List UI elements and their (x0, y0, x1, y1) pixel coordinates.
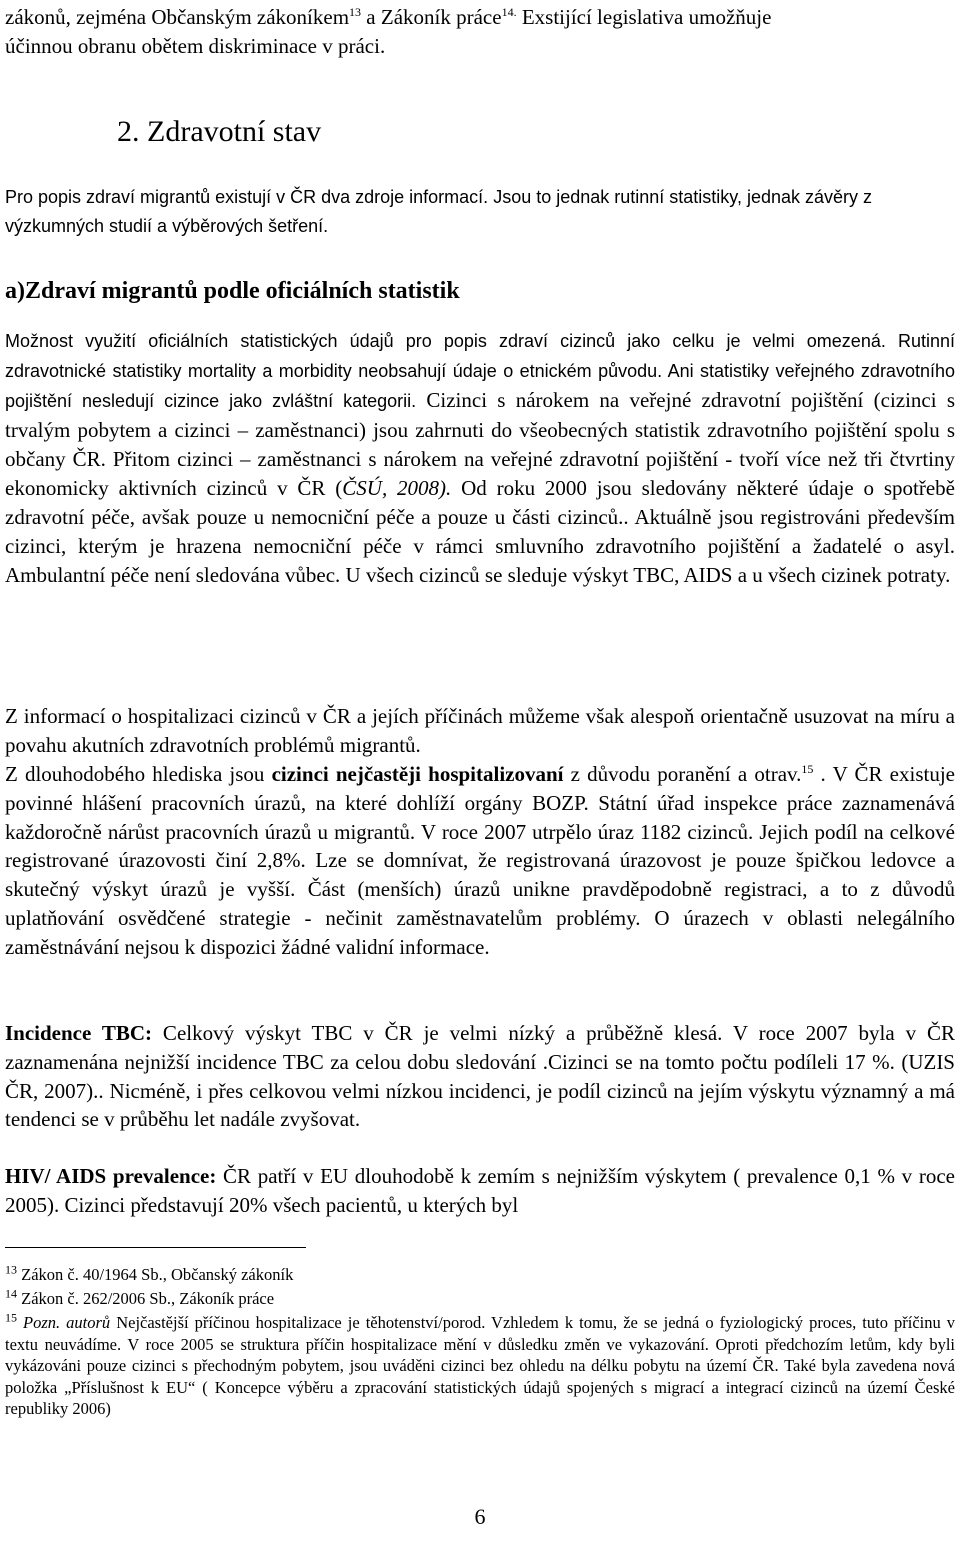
footnote-text: Zákon č. 40/1964 Sb., Občanský zákoník (17, 1265, 294, 1284)
subsection-heading: a)Zdraví migrantů podle oficiálních statistik (5, 278, 460, 304)
footnote-15 (5, 1312, 955, 1420)
hiv-label: HIV/ AIDS prevalence: (5, 1164, 217, 1188)
footnote-text: Zákon č. 262/2006 Sb., Zákoník práce (17, 1289, 275, 1308)
paragraph-text: Možnost využití oficiálních statistických údajů pro popis zdraví cizinců jako celku je velmi omezená. Rutinní zdravotnické statistiky mortality a morbidity neobsahují údaje o etnickém původu. Ani statistiky veřejného zdravotního pojištění nesledují cizince jako zvláštní kategorii. (5, 331, 955, 411)
paragraph-text: Od roku 2000 jsou sledovány některé údaje o spotřebě zdravotní péče, avšak pouze u nemocniční péče a pouze u části cizinců.. Aktuálně jsou registrováni především cizinci, kterým je hrazena nemocniční péče v rámci smluvního zdravotního pojištění a žadatelé o asyl. Ambulantní péče není sledována vůbec. U všech cizinců se sleduje výskyt TBC, AIDS a u všech cizinek potraty. (5, 476, 955, 587)
paragraph-text: . V ČR existuje povinné hlášení pracovních úrazů, na které dohlíží orgány BOZP. Státní úřad inspekce práce zaznamenává každoročně nárůst pracovních úrazů u migrantů. V roce 2007 utrpělo úraz 1182 cizinců. Jejich podíl na celkové registrované úrazovosti činí 2,8%. Lze se domnívat, že registrovaná úrazovost je pouze špičkou ledovce a skutečný výskyt úrazů je vyšší. Část (menších) úrazů unikne pravděpodobně registraci, a to z důvodů uplatňování osvědčené strategie - nečinit zaměstnavatelům problémy. O úrazech v oblasti nelegálního zaměstnávání nejsou k dispozici žádné validní informace. (5, 762, 955, 959)
footnote-13 (5, 1264, 955, 1286)
page-number: 6 (474, 1504, 486, 1529)
section-heading: 2. Zdravotní stav (117, 115, 322, 148)
paragraph-text: Z dlouhodobého hlediska jsou (5, 762, 272, 786)
footnote-number: 13 (5, 1262, 17, 1277)
intro-text: a Zákoník práce (361, 5, 502, 29)
footnote-number: 14 (5, 1286, 17, 1301)
official-statistics-paragraph (5, 326, 955, 590)
paragraph-text: Celkový výskyt TBC v ČR je velmi nízký a průběžně klesá. V roce 2007 byla v ČR zaznamenána nejnižší incidence TBC za celou dobu sledování .Cizinci se na tomto počtu podíleli 17 %. (UZIS ČR, 2007).. Nicméně, i přes celkovou velmi nízkou incidenci, je podíl cizinců na jejím výskytu významný a má tendenci se v průběhu let nadále zvyšovat. (5, 1021, 955, 1132)
section-intro-paragraph: Pro popis zdraví migrantů existují v ČR dva zdroje informací. Jsou to jednak rutinní statistiky, jednak závěry z výzkumných studií a výběrových šetření. (5, 187, 873, 236)
tbc-label: Incidence TBC: (5, 1021, 153, 1045)
footnote-ref-15[interactable]: 15 (801, 762, 814, 776)
footnote-ref-14[interactable]: 14. (501, 5, 517, 19)
paragraph-text: Cizinci s nárokem na veřejné zdravotní pojištění (cizinci s trvalým pobytem a cizinci – zaměstnanci) jsou zahrnuti do všeobecných statistik zdravotního pojištění spolu s občany ČR. Přitom cizinci – zaměstnanci s nárokem na veřejné zdravotní pojištění - tvoří více než tři čtvrtiny ekonomicky aktivních cizinců v ČR ( (5, 388, 955, 500)
intro-text: účinnou obranu obětem diskriminace v práci. (5, 33, 386, 58)
footnote-number: 15 (5, 1310, 17, 1325)
hospitalization-intro-paragraph: Z informací o hospitalizaci cizinců v ČR a jejích příčinách můžeme však alespoň orientačně usuzovat na míru a povahu akutních zdravotních problémů migrantů. (5, 704, 955, 757)
footnote-ref-13[interactable]: 13 (349, 5, 362, 19)
paragraph-text: z důvodu poranění a otrav. (563, 762, 802, 786)
hiv-paragraph (5, 1162, 955, 1220)
emphasis-text: cizinci nejčastěji hospitalizovaní (271, 762, 564, 786)
footnote-text: Nejčastější příčinou hospitalizace je těhotenství/porod. Vzhledem k tomu, že se jedná o fyziologický proces, tuto příčinu v textu neuvádíme. V roce 2005 se struktura příčin hospitalizace mění v důsledku změn ve vykazování. Oproti předchozím letům, kdy byli vykázováni pouze cizinci s přechodným pobytem, jsou uváděni cizinci bez ohledu na délku pobytu na území ČR. Také byla zavedena nová položka „Příslušnost k EU“ ( Koncepce výběru a zpracování statistických údajů spojených s migrací a integrací cizinců na území České republiky 2006) (5, 1313, 955, 1418)
footnote-separator (5, 1247, 306, 1248)
intro-paragraph (5, 3, 955, 61)
hospitalization-paragraph (5, 760, 955, 962)
intro-text: zákonů, zejména Občanským zákoníkem (5, 5, 350, 29)
tbc-paragraph (5, 1019, 955, 1134)
paragraph-text: ČR patří v EU dlouhodobě k zemím s nejnižším výskytem ( prevalence 0,1 % v roce 2005). Cizinci představují 20% všech pacientů, u kterých byl (5, 1164, 955, 1217)
intro-text: Exstijící legislativa umožňuje (516, 5, 772, 29)
footnote-author-note: Pozn. autorů (17, 1313, 111, 1332)
citation: ČSÚ, 2008). (342, 476, 452, 500)
footnote-14 (5, 1288, 955, 1310)
